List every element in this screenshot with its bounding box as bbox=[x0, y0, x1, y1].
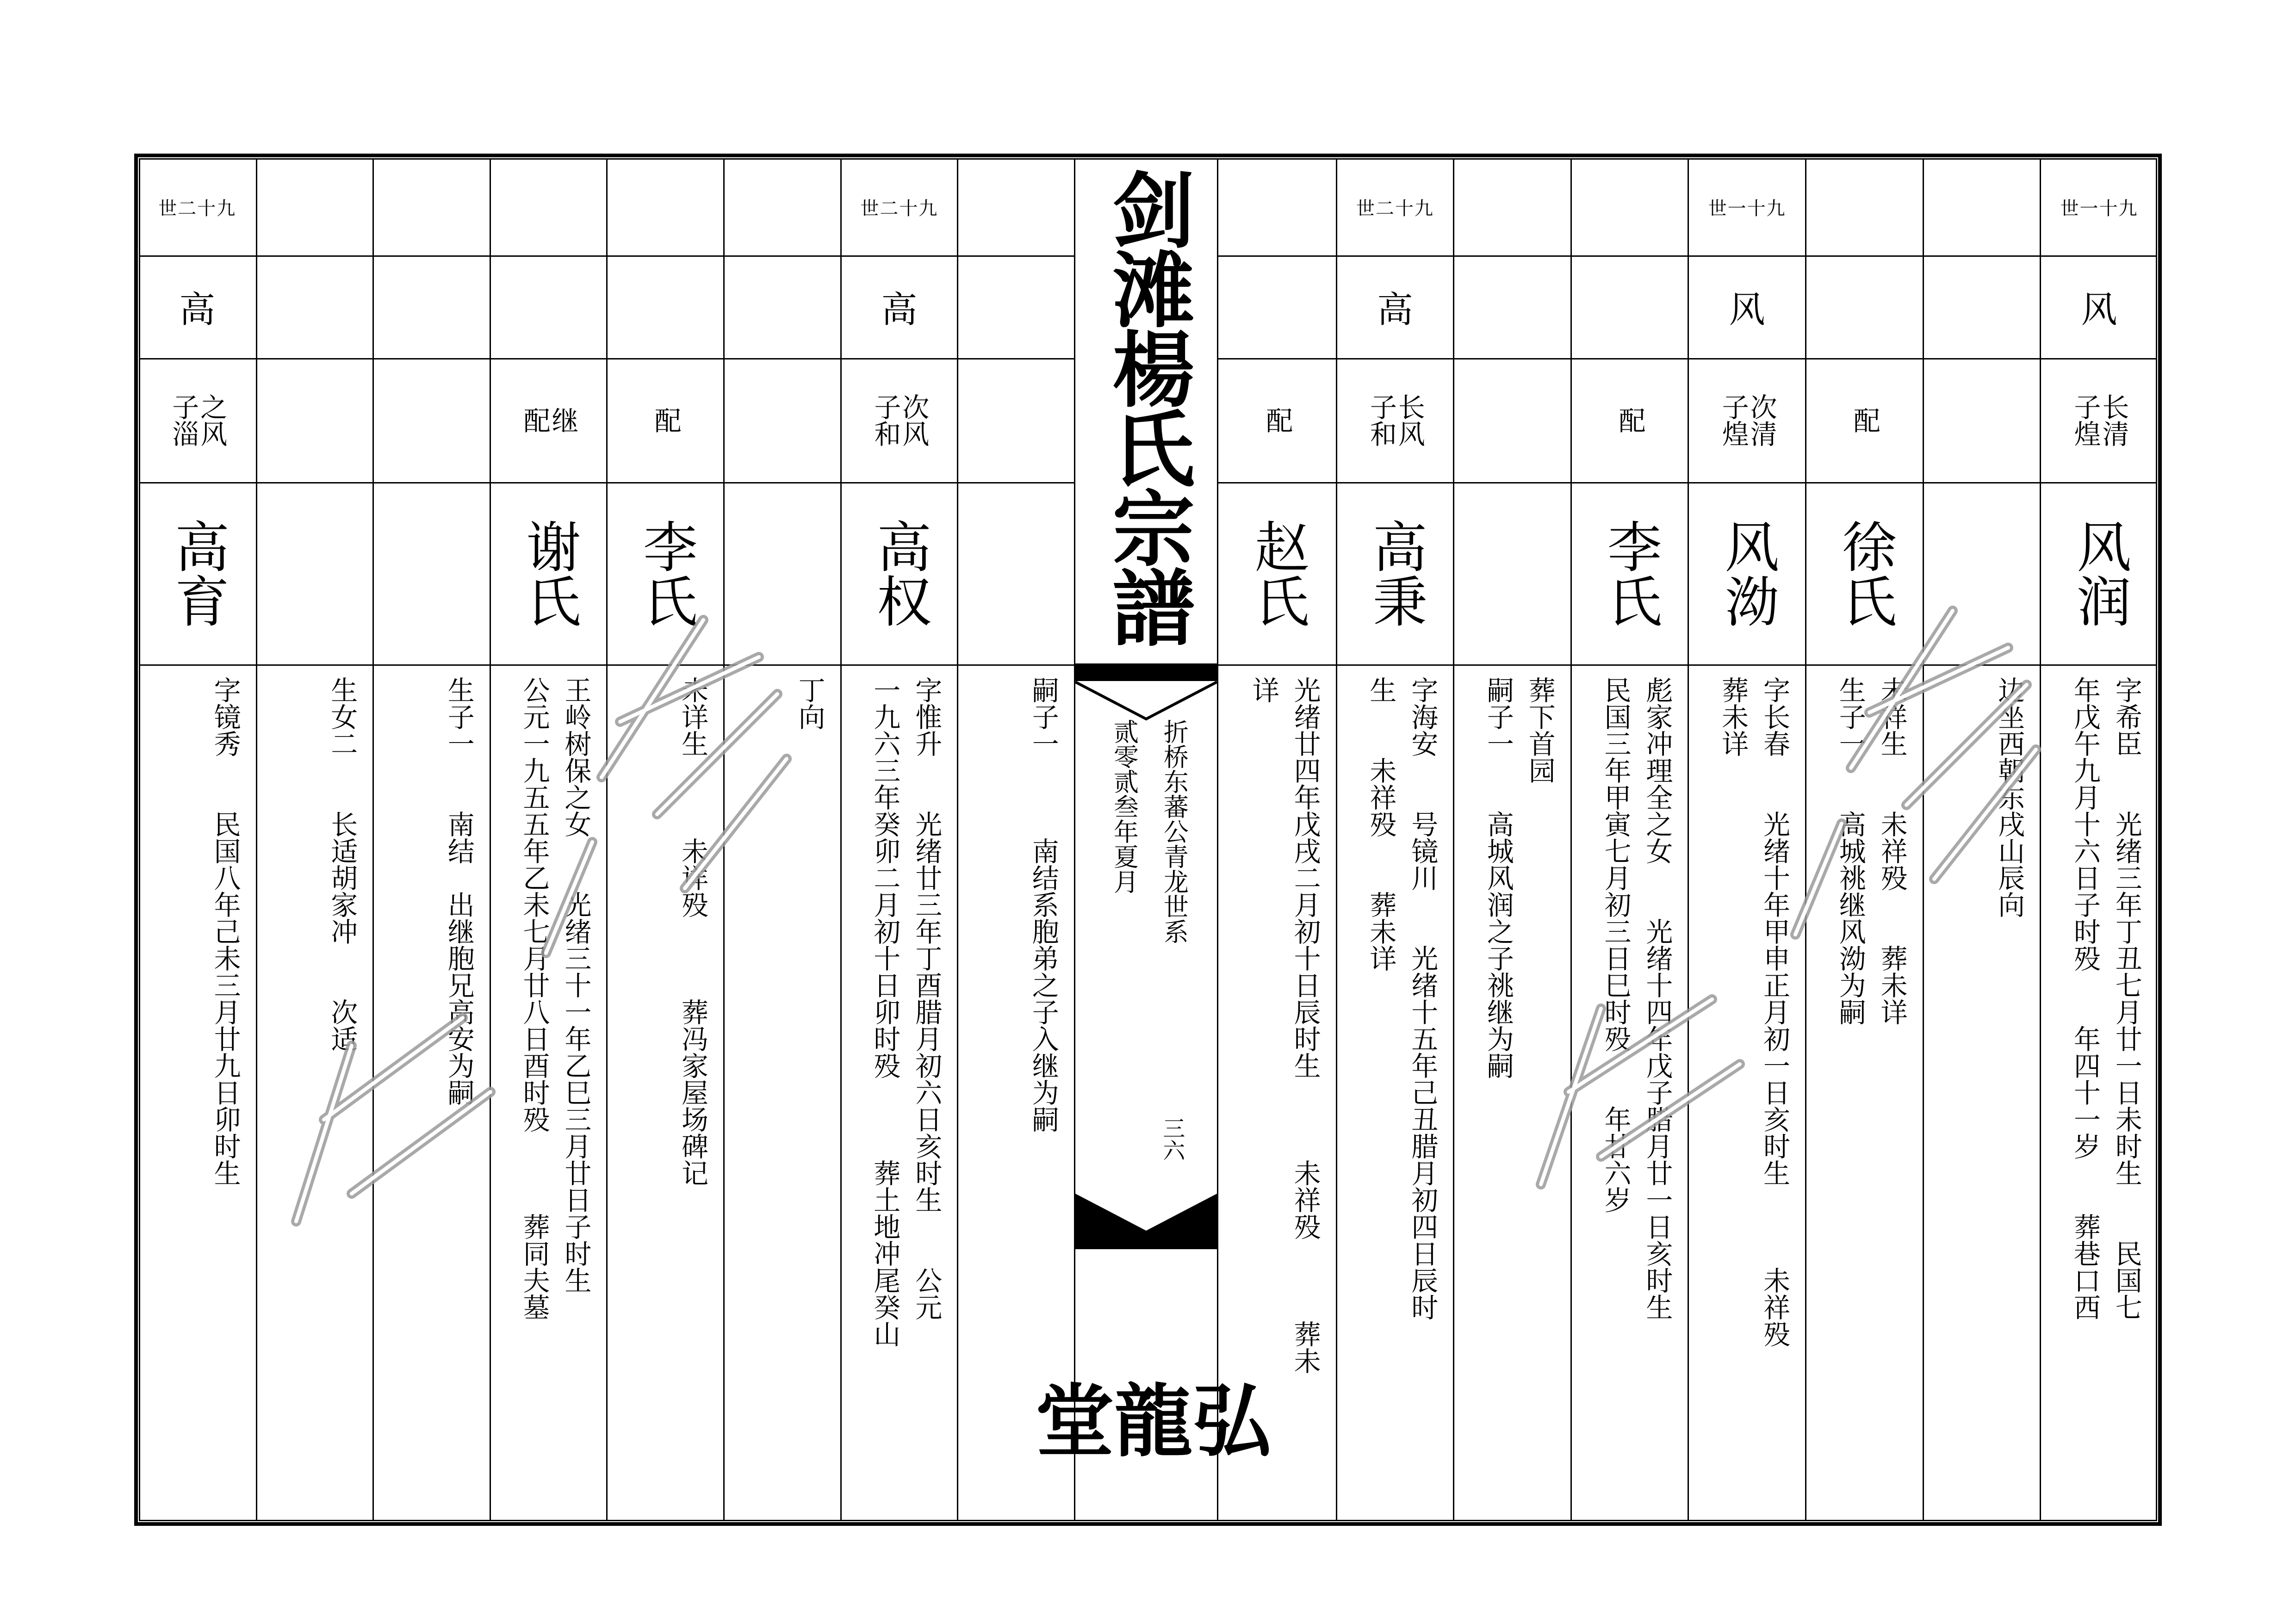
person-name: 李氏 bbox=[1598, 519, 1662, 628]
generation-label-cell bbox=[1337, 158, 1453, 255]
person-name: 高权 bbox=[868, 519, 932, 628]
generation-character-cell bbox=[958, 255, 1074, 358]
person-name-cell bbox=[1572, 482, 1688, 664]
row-divider bbox=[725, 664, 840, 666]
spine-chevron-bottom bbox=[1075, 1194, 1217, 1249]
relation-label: 配 bbox=[1849, 407, 1880, 434]
record-column bbox=[1218, 158, 1336, 1521]
generation-label-cell bbox=[2041, 158, 2157, 255]
person-name: 高育 bbox=[166, 519, 230, 628]
generation-label-cell bbox=[1218, 158, 1336, 255]
record-column bbox=[372, 158, 490, 1521]
generation-character: 高 bbox=[881, 289, 918, 331]
row-divider bbox=[1924, 664, 2040, 666]
generation-character: 高 bbox=[1377, 289, 1413, 331]
generation-label-cell bbox=[1454, 158, 1570, 255]
generation-character: 风 bbox=[2081, 289, 2117, 331]
generation-label-cell bbox=[1806, 158, 1923, 255]
record-column bbox=[1336, 158, 1453, 1521]
record-details: 边坐西朝东戌山辰向 bbox=[1993, 676, 2025, 918]
row-divider bbox=[1454, 664, 1570, 666]
person-name-cell bbox=[1454, 482, 1570, 664]
relation-label: 长清 子煌 bbox=[2069, 393, 2129, 447]
relation-label-cell bbox=[2041, 358, 2157, 482]
relation-label-cell bbox=[491, 358, 607, 482]
relation-label-cell bbox=[374, 358, 490, 482]
row-divider bbox=[1218, 664, 1336, 666]
record-column bbox=[606, 158, 723, 1521]
record-column bbox=[1453, 158, 1570, 1521]
row-divider bbox=[139, 664, 256, 666]
record-column bbox=[490, 158, 607, 1521]
relation-label-cell bbox=[1924, 358, 2040, 482]
row-divider bbox=[958, 664, 1074, 666]
person-name-cell bbox=[1806, 482, 1923, 664]
generation-character-cell bbox=[491, 255, 607, 358]
hall-name: 弘龍堂 bbox=[1022, 1380, 1271, 1456]
generation-label-cell bbox=[139, 158, 256, 255]
left-genealogy-panel bbox=[139, 158, 1074, 1521]
relation-label: 配 bbox=[650, 407, 682, 434]
record-details: 光绪廿四年戊戌二月初十日辰时生 未祥殁 葬未 详 bbox=[1247, 676, 1321, 1374]
generation-label-cell bbox=[958, 158, 1074, 255]
relation-label-cell bbox=[1218, 358, 1336, 482]
record-column bbox=[1923, 158, 2040, 1521]
relation-label-cell bbox=[1572, 358, 1688, 482]
row-divider bbox=[491, 664, 607, 666]
relation-label-cell bbox=[1454, 358, 1570, 482]
person-name-cell bbox=[2041, 482, 2157, 664]
generation-character-cell bbox=[1924, 255, 2040, 358]
record-details: 未祥生 未祥殁 葬未详 生子一 高城祧继风泑为嗣 bbox=[1834, 676, 1908, 1025]
relation-label-cell bbox=[1689, 358, 1805, 482]
person-name: 风泑 bbox=[1715, 519, 1780, 628]
spine-text-area bbox=[1075, 682, 1217, 1186]
generation-character-cell bbox=[1689, 255, 1805, 358]
person-name-cell bbox=[1689, 482, 1805, 664]
relation-label: 次风 子和 bbox=[869, 393, 930, 447]
generation-character-cell bbox=[139, 255, 256, 358]
record-column bbox=[1570, 158, 1688, 1521]
generation-label: 世二十九 bbox=[1356, 198, 1434, 219]
person-name-cell bbox=[958, 482, 1074, 664]
record-details: 字海安 号镜川 光绪十五年己丑腊月初四日辰时 生 未祥殁 葬未详 bbox=[1365, 676, 1439, 1320]
person-name-cell bbox=[139, 482, 256, 664]
branch-line-text: 折桥东蕃公青龙世系 bbox=[1160, 719, 1189, 944]
person-name: 风润 bbox=[2067, 519, 2132, 628]
record-details: 字希臣 光绪三年丁丑七月廿一日未时生 民国七 年戊午九月十六日子时殁 年四十一岁 葬巷口西 bbox=[2069, 676, 2142, 1320]
generation-character-cell bbox=[842, 255, 957, 358]
record-details: 生女二 长适胡家冲 次适 bbox=[326, 676, 358, 1052]
row-divider bbox=[842, 664, 957, 666]
record-column bbox=[957, 158, 1074, 1521]
person-name-cell bbox=[1924, 482, 2040, 664]
record-details: 葬下首园 嗣子一 高城风润之子祧继为嗣 bbox=[1482, 676, 1556, 1079]
generation-label: 世一十九 bbox=[2060, 198, 2138, 219]
generation-character: 风 bbox=[1729, 289, 1765, 331]
generation-character-cell bbox=[1572, 255, 1688, 358]
person-name: 徐氏 bbox=[1833, 519, 1897, 628]
record-details: 生子一 南结 出继胞兄高安为嗣 bbox=[443, 676, 475, 1106]
row-divider bbox=[1572, 664, 1688, 666]
person-name-cell bbox=[1337, 482, 1453, 664]
generation-label: 世二十九 bbox=[158, 198, 236, 219]
person-name-cell bbox=[257, 482, 373, 664]
record-details: 丁向 bbox=[794, 676, 825, 730]
record-details: 嗣子一 南结系胞弟之子入继为嗣 bbox=[1027, 676, 1059, 1133]
person-name: 赵氏 bbox=[1245, 519, 1309, 628]
record-details: 王岭树保之女 光绪三十一年乙巳三月廿日子时生 公元一九五五年乙未七月廿八日酉时殁 葬同夫墓 bbox=[518, 676, 592, 1320]
spine-divider-top bbox=[1075, 663, 1217, 681]
relation-label-cell bbox=[139, 358, 256, 482]
genealogy-title: 剑滩楊氏宗譜 bbox=[1098, 167, 1194, 645]
generation-label-cell bbox=[1689, 158, 1805, 255]
relation-label-cell bbox=[958, 358, 1074, 482]
person-name-cell bbox=[842, 482, 957, 664]
generation-label-cell bbox=[1924, 158, 2040, 255]
generation-character-cell bbox=[1337, 255, 1453, 358]
generation-character: 高 bbox=[179, 289, 216, 331]
record-column bbox=[723, 158, 840, 1521]
relation-label: 之风 子淄 bbox=[168, 393, 228, 447]
person-name-cell bbox=[725, 482, 840, 664]
record-details: 字长春 光绪十年甲申正月初一日亥时生 未祥殁 葬未详 bbox=[1717, 676, 1790, 1347]
generation-label-cell bbox=[842, 158, 957, 255]
record-column bbox=[1688, 158, 1805, 1521]
generation-label: 世二十九 bbox=[860, 198, 938, 219]
relation-label-cell bbox=[608, 358, 723, 482]
generation-character-cell bbox=[374, 255, 490, 358]
row-divider bbox=[2041, 664, 2157, 666]
person-name: 高秉 bbox=[1363, 519, 1427, 628]
generation-character-cell bbox=[1218, 255, 1336, 358]
compile-date-text: 贰零贰叁年夏月 bbox=[1110, 719, 1139, 894]
record-details: 彪家冲理全之女 光绪十四年戊子腊月廿一日亥时生 民国三年甲寅七月初三日巳时殁 年廿六岁 bbox=[1600, 676, 1673, 1320]
generation-character-cell bbox=[1806, 255, 1923, 358]
person-name-cell bbox=[491, 482, 607, 664]
generation-label-cell bbox=[608, 158, 723, 255]
row-divider bbox=[257, 664, 373, 666]
relation-label-cell bbox=[842, 358, 957, 482]
generation-character-cell bbox=[725, 255, 840, 358]
record-column bbox=[840, 158, 957, 1521]
generation-label-cell bbox=[491, 158, 607, 255]
generation-character-cell bbox=[2041, 255, 2157, 358]
generation-character-cell bbox=[1454, 255, 1570, 358]
relation-label: 继 配 bbox=[519, 407, 579, 434]
relation-label-cell bbox=[1806, 358, 1923, 482]
record-column bbox=[1805, 158, 1923, 1521]
record-details: 未详生 未详殁 葬冯家屋场碑记 bbox=[676, 676, 708, 1186]
row-divider bbox=[1806, 664, 1923, 666]
generation-character-cell bbox=[257, 255, 373, 358]
record-column bbox=[2040, 158, 2157, 1521]
relation-label: 次清 子煌 bbox=[1717, 393, 1777, 447]
person-name: 李氏 bbox=[633, 519, 698, 628]
row-divider bbox=[374, 664, 490, 666]
relation-label-cell bbox=[257, 358, 373, 482]
record-column bbox=[139, 158, 256, 1521]
generation-character-cell bbox=[608, 255, 723, 358]
row-divider bbox=[1689, 664, 1805, 666]
row-divider bbox=[608, 664, 723, 666]
page-number: 三六 bbox=[1159, 1117, 1185, 1161]
relation-label: 配 bbox=[1261, 407, 1293, 434]
generation-label-cell bbox=[1572, 158, 1688, 255]
generation-label: 世一十九 bbox=[1708, 198, 1786, 219]
relation-label: 长风 子和 bbox=[1365, 393, 1425, 447]
record-column bbox=[256, 158, 373, 1521]
person-name-cell bbox=[608, 482, 723, 664]
relation-label: 配 bbox=[1614, 407, 1646, 434]
person-name: 谢氏 bbox=[517, 519, 581, 628]
row-divider bbox=[1337, 664, 1453, 666]
relation-label-cell bbox=[1337, 358, 1453, 482]
generation-label-cell bbox=[725, 158, 840, 255]
record-details: 字镜秀 民国八年己未三月廿九日卯时生 bbox=[209, 676, 241, 1186]
relation-label-cell bbox=[725, 358, 840, 482]
generation-label-cell bbox=[257, 158, 373, 255]
person-name-cell bbox=[374, 482, 490, 664]
right-genealogy-panel bbox=[1218, 158, 2157, 1521]
record-details: 字惟升 光绪廿三年丁酉腊月初六日亥时生 公元 一九六三年癸卯二月初十日卯时殁 葬土地冲尾癸山 bbox=[869, 676, 943, 1347]
generation-label-cell bbox=[374, 158, 490, 255]
person-name-cell bbox=[1218, 482, 1336, 664]
